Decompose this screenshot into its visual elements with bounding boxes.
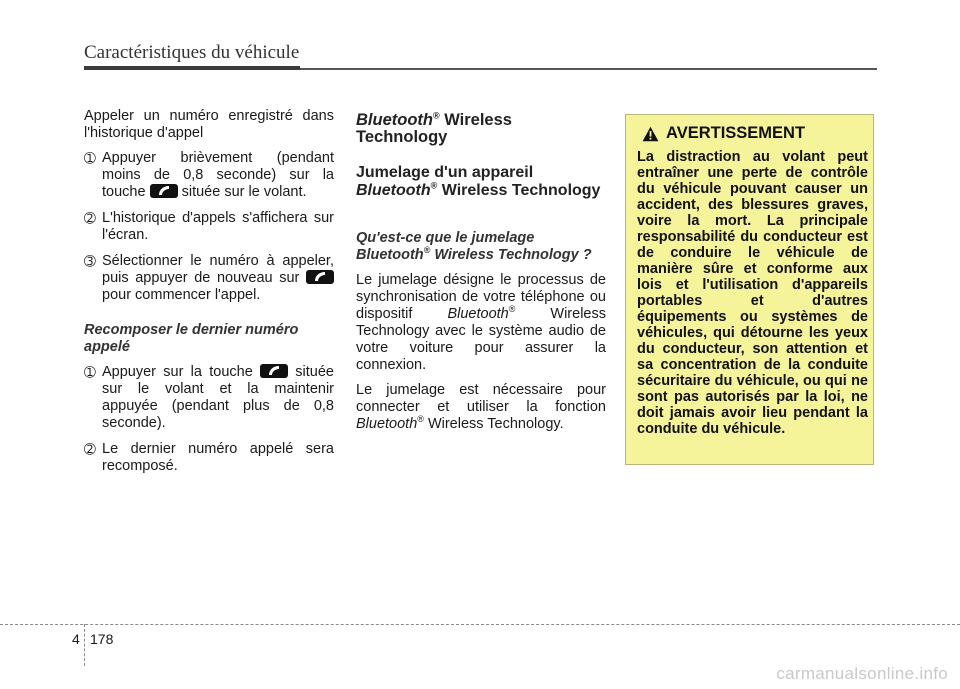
warning-title: AVERTISSEMENT <box>666 124 806 142</box>
column-middle <box>356 108 606 441</box>
phone-call-button-icon <box>306 270 334 284</box>
step-number: ➂ <box>84 253 96 269</box>
warning-header <box>642 124 805 143</box>
step-text: Appuyer brièvement (pendant moins de 0,8 seconde) sur la touche <box>102 150 334 200</box>
intro-paragraph: Appeler un numéro enregistré dans l'historique d'appel <box>84 108 334 141</box>
step-text: L'historique d'appels s'affichera sur l'écran. <box>102 210 334 243</box>
step-number: ➀ <box>84 150 96 166</box>
header-rule-thin <box>300 68 877 70</box>
pairing-required-paragraph: Le jumelage est nécessaire pour connecter et utiliser la fonction Bluetooth® Wireless Technology. <box>356 382 606 432</box>
section-title: Bluetooth® Wireless Technology <box>356 110 512 146</box>
column-left <box>84 108 334 484</box>
redial-step-1 <box>84 364 334 432</box>
call-step-3 <box>84 253 334 304</box>
warning-triangle-icon <box>642 126 659 142</box>
footer-vertical-divider <box>84 624 85 666</box>
step-text: Sélectionner le numéro à appeler, puis appuyer de nouveau sur <box>102 253 334 286</box>
redial-step-2 <box>84 441 334 475</box>
step-number: ➁ <box>84 441 96 457</box>
header-rule-thick <box>84 66 300 70</box>
watermark: carmanualsonline.info <box>776 664 948 683</box>
step-number: ➀ <box>84 364 96 380</box>
redial-heading: Recomposer le dernier numéro appelé <box>84 322 299 355</box>
question-heading: Qu'est-ce que le jumelage Bluetooth® Wireless Technology ? <box>356 230 592 263</box>
phone-call-button-icon <box>260 364 288 378</box>
pairing-definition-paragraph: Le jumelage désigne le processus de synchronisation de votre téléphone ou dispositif Bluetooth® Wireless Technology avec le système audio de votre voiture pour assurer la connexion. <box>356 272 606 373</box>
step-text: Le dernier numéro appelé sera recomposé. <box>102 441 334 474</box>
call-step-1 <box>84 150 334 201</box>
page-number: 178 <box>90 631 114 647</box>
chapter-number: 4 <box>72 631 80 647</box>
step-text: située sur le volant et la maintenir appuyée (pendant plus de 0,8 seconde). <box>102 364 334 431</box>
step-text: Appuyer sur la touche <box>102 364 253 380</box>
footer-divider <box>0 624 960 625</box>
header-title: Caractéristiques du véhicule <box>84 42 300 63</box>
warning-box <box>625 114 874 465</box>
step-text: pour commencer l'appel. <box>102 287 261 303</box>
step-text: située sur le volant. <box>181 184 307 200</box>
step-number: ➁ <box>84 210 96 226</box>
subsection-title: Jumelage d'un appareil Bluetooth® Wireless Technology <box>356 164 601 199</box>
warning-text: La distraction au volant peut entraîner une perte de contrôle du véhicule pouvant causer un accident, des blessures graves, voire la mort. La principale responsabilité du conducteur est de conduire le véhicule de manière sûre et conforme aux lois et l'utilisation d'appareils portables et d'autres équipements ou systèmes de véhicules, qui détourne les yeux du conducteur, son attention et sa concentration de la conduite sécuritaire du véhicule, ou qui ne sont pas autorisés par la loi, ne doit jamais avoir lieu pendant la conduite du véhicule. <box>637 149 868 437</box>
phone-call-button-icon <box>150 184 178 198</box>
call-step-2 <box>84 210 334 244</box>
